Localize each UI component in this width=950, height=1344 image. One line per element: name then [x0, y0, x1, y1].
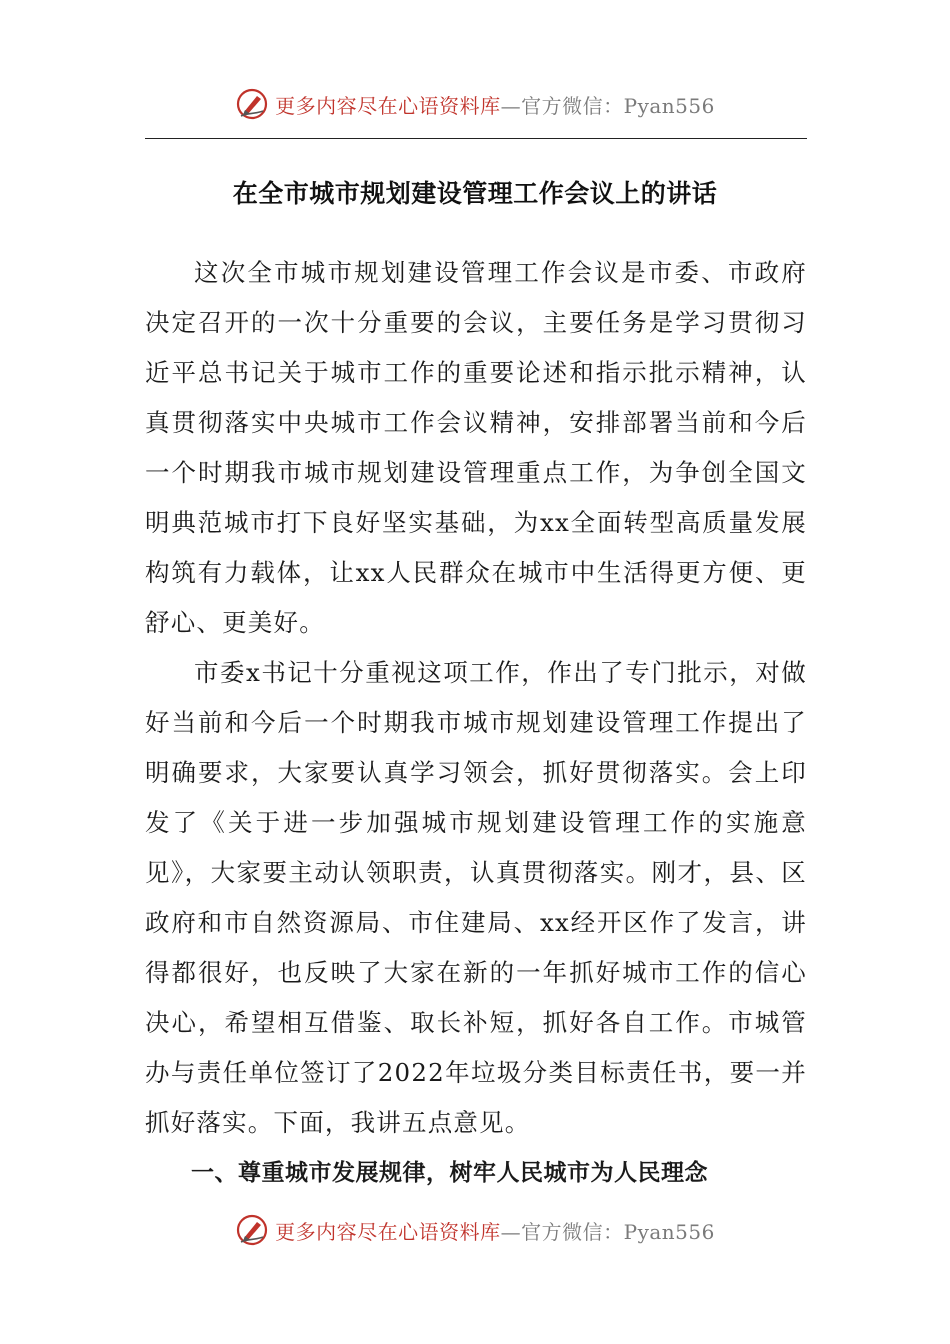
document-body [145, 248, 807, 1198]
watermark-text-gray: —官方微信：Pyan556 [500, 1219, 715, 1244]
paragraph-2: 市委x书记十分重视这项工作，作出了专门批示，对做好当前和今后一个时期我市城市规划建设管理工作提出了明确要求，大家要认真学习领会，抓好贯彻落实。会上印发了《关于进一步加强城市规划建设管理工作的实施意见》，大家要主动认领职责，认真贯彻落实。刚才，县、区政府和市自然资源局、市住建局、xx经开区作了发言，讲得都很好，也反映了大家在新的一年抓好城市工作的信心决心，希望相互借鉴、取长补短，抓好各自工作。市城管办与责任单位签订了2022年垃圾分类目标责任书，要一并抓好落实。下面，我讲五点意见。 [145, 658, 807, 1137]
paragraph-1: 这次全市城市规划建设管理工作会议是市委、市政府决定召开的一次十分重要的会议，主要任务是学习贯彻习近平总书记关于城市工作的重要论述和指示批示精神，认真贯彻落实中央城市工作会议精神，安排部署当前和今后一个时期我市城市规划建设管理重点工作，为争创全国文明典范城市打下良好坚实基础，为xx全面转型高质量发展构筑有力载体，让xx人民群众在城市中生活得更方便、更舒心、更美好。 [145, 258, 807, 637]
document-title: 在全市城市规划建设管理工作会议上的讲话 [232, 179, 718, 208]
section-heading: 一、尊重城市发展规律，树牢人民城市为人民理念 [191, 1160, 708, 1186]
watermark-text-red: 更多内容尽在心语资料库 [275, 93, 501, 118]
watermark-text-red: 更多内容尽在心语资料库 [275, 1219, 501, 1244]
header-rule [145, 138, 807, 139]
pen-logo-icon [235, 87, 269, 121]
watermark-header [0, 84, 950, 124]
watermark-text [275, 1216, 715, 1245]
watermark-text [275, 90, 715, 119]
pen-logo-icon [235, 1213, 269, 1247]
watermark-footer [0, 1210, 950, 1250]
watermark-text-gray: —官方微信：Pyan556 [500, 93, 715, 118]
